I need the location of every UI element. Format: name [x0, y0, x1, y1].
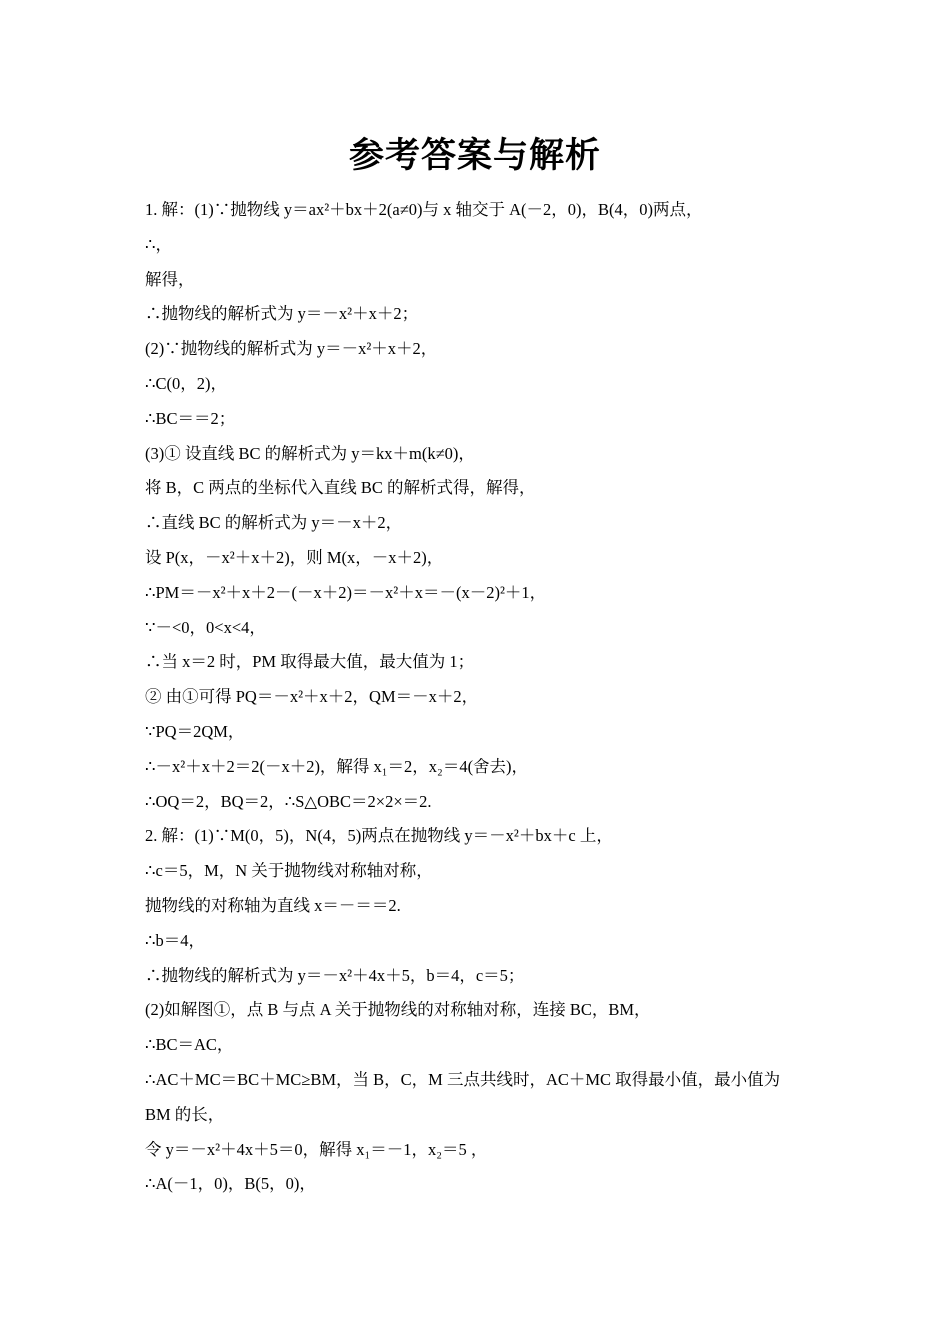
- text-line: 令 y＝－x²＋4x＋5＝0，解得 x₁＝－1，x₂＝5 ，: [145, 1139, 488, 1159]
- text-line: ∴当 x＝2 时，PM 取得最大值，最大值为 1；: [145, 652, 475, 672]
- text-line: ∴抛物线的解析式为 y＝－x²＋4x＋5，b＝4，c＝5；: [145, 965, 525, 985]
- document-body: [145, 193, 825, 1202]
- text-line: 2. 解：(1)∵M(0，5)，N(4，5)两点在抛物线 y＝－x²＋bx＋c 上，: [145, 826, 613, 846]
- text-line: ∴，: [145, 234, 172, 254]
- text-line: 抛物线的对称轴为直线 x＝－＝＝2.: [145, 895, 401, 915]
- text-line: (2)如解图①，点 B 与点 A 关于抛物线的对称轴对称，连接 BC，BM，: [145, 1000, 651, 1020]
- text-line: ∴－x²＋x＋2＝2(－x＋2)，解得 x₁＝2，x₂＝4(舍去)，: [145, 756, 529, 776]
- page-title: 参考答案与解析: [348, 136, 601, 175]
- text-line: BM 的长，: [145, 1104, 225, 1124]
- text-line: ∴c＝5，M，N 关于抛物线对称轴对称，: [145, 861, 433, 881]
- text-line: (3)① 设直线 BC 的解析式为 y＝kx＋m(k≠0)，: [145, 443, 475, 463]
- text-line: ∵－<0，0<x<4，: [145, 617, 266, 637]
- text-line: (2)∵抛物线的解析式为 y＝－x²＋x＋2，: [145, 339, 438, 359]
- text-line: ∴b＝4，: [145, 930, 205, 950]
- text-line: ∴抛物线的解析式为 y＝－x²＋x＋2；: [145, 304, 419, 324]
- text-line: 解得，: [145, 269, 195, 289]
- text-line: ∴OQ＝2，BQ＝2，∴S△OBC＝2×2×＝2.: [145, 791, 432, 811]
- text-line: ∴PM＝－x²＋x＋2－(－x＋2)＝－x²＋x＝－(x－2)²＋1，: [145, 582, 547, 602]
- text-line: ∴直线 BC 的解析式为 y＝－x＋2，: [145, 513, 403, 533]
- text-line: ∴C(0，2)，: [145, 373, 227, 393]
- text-line: ② 由①可得 PQ＝－x²＋x＋2，QM＝－x＋2，: [145, 687, 479, 707]
- text-line: ∴AC＋MC＝BC＋MC≥BM，当 B，C，M 三点共线时，AC＋MC 取得最小值，最小值为: [145, 1069, 781, 1089]
- text-line: 1. 解：(1)∵抛物线 y＝ax²＋bx＋2(a≠0)与 x 轴交于 A(－2，0)，B(4，0)两点，: [145, 200, 703, 219]
- text-line: ∵PQ＝2QM，: [145, 721, 245, 741]
- text-line: ∴A(－1，0)，B(5，0)，: [145, 1174, 316, 1194]
- text-line: ∴BC＝AC，: [145, 1035, 234, 1055]
- text-line: 设 P(x，－x²＋x＋2)，则 M(x，－x＋2)，: [145, 547, 444, 567]
- text-line: 将 B，C 两点的坐标代入直线 BC 的解析式得，解得，: [145, 478, 536, 498]
- text-line: ∴BC＝＝2；: [145, 408, 236, 428]
